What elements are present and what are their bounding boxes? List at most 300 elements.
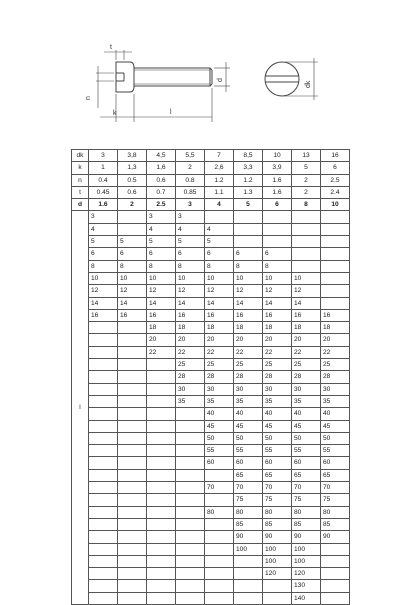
length-cell: 18 xyxy=(234,322,263,334)
length-cell xyxy=(89,322,118,334)
length-cell: 8 xyxy=(205,260,234,272)
length-cell: 28 xyxy=(263,371,292,383)
length-cell xyxy=(118,223,147,235)
length-cell: 5 xyxy=(147,236,176,248)
length-cell xyxy=(176,531,205,543)
length-cell: 5 xyxy=(205,236,234,248)
length-cell: 140 xyxy=(292,592,321,604)
length-cell: 22 xyxy=(147,346,176,358)
length-cell: 3 xyxy=(176,211,205,223)
header-cell: 0.6 xyxy=(147,174,176,186)
length-cell: 65 xyxy=(292,469,321,481)
header-cell: 7 xyxy=(205,150,234,162)
header-cell: 0.8 xyxy=(176,174,205,186)
length-cell: 85 xyxy=(234,518,263,530)
length-cell: 28 xyxy=(205,371,234,383)
length-cell xyxy=(147,543,176,555)
header-cell: 1.6 xyxy=(263,174,292,186)
header-cell: 2.4 xyxy=(321,186,350,198)
length-cell: 6 xyxy=(89,248,118,260)
table-row xyxy=(72,408,350,420)
length-cell xyxy=(292,248,321,260)
screw-shaft-outline xyxy=(134,68,210,86)
length-cell: 8 xyxy=(89,260,118,272)
length-cell: 25 xyxy=(176,359,205,371)
length-cell: 100 xyxy=(263,555,292,567)
length-cell xyxy=(118,432,147,444)
length-cell: 45 xyxy=(263,420,292,432)
length-cell xyxy=(118,580,147,592)
length-cell xyxy=(234,580,263,592)
table-row xyxy=(72,580,350,592)
length-cell: 5 xyxy=(118,236,147,248)
length-cell xyxy=(205,592,234,604)
length-cell: 10 xyxy=(292,272,321,284)
length-cell: 55 xyxy=(234,445,263,457)
header-cell: 5 xyxy=(292,162,321,174)
header-cell: 2 xyxy=(292,174,321,186)
length-cell: 12 xyxy=(176,285,205,297)
length-cell: 20 xyxy=(292,334,321,346)
length-cell xyxy=(118,420,147,432)
length-cell: 85 xyxy=(263,518,292,530)
length-cell xyxy=(89,334,118,346)
length-cell: 20 xyxy=(263,334,292,346)
length-cell: 28 xyxy=(321,371,350,383)
length-cell xyxy=(147,568,176,580)
length-cell xyxy=(234,211,263,223)
length-cell: 12 xyxy=(89,285,118,297)
header-row-d xyxy=(72,199,350,211)
length-cell: 8 xyxy=(147,260,176,272)
length-cell xyxy=(321,223,350,235)
length-cell xyxy=(176,494,205,506)
header-cell: 1.2 xyxy=(234,174,263,186)
length-cell: 40 xyxy=(205,408,234,420)
length-cell: 55 xyxy=(263,445,292,457)
length-cell xyxy=(147,383,176,395)
length-cell: 12 xyxy=(147,285,176,297)
length-cell: 75 xyxy=(321,494,350,506)
length-cell: 25 xyxy=(292,359,321,371)
length-cell: 60 xyxy=(205,457,234,469)
length-cell: 90 xyxy=(321,531,350,543)
length-cell: 55 xyxy=(205,445,234,457)
length-cell xyxy=(321,297,350,309)
header-cell: 10 xyxy=(263,150,292,162)
row-label: d xyxy=(72,199,89,211)
length-cell: 45 xyxy=(205,420,234,432)
dim-label-k: k xyxy=(113,110,117,117)
length-cell: 10 xyxy=(205,272,234,284)
length-cell: 6 xyxy=(205,248,234,260)
length-cell: 20 xyxy=(205,334,234,346)
length-cell: 10 xyxy=(176,272,205,284)
length-cell xyxy=(234,236,263,248)
length-cell xyxy=(321,580,350,592)
length-cell: 5 xyxy=(176,236,205,248)
length-cell xyxy=(147,518,176,530)
length-cell: 18 xyxy=(176,322,205,334)
header-cell: 1.1 xyxy=(205,186,234,198)
table-row xyxy=(72,383,350,395)
length-cell xyxy=(292,260,321,272)
length-cell xyxy=(89,359,118,371)
length-cell xyxy=(118,469,147,481)
length-cell: 75 xyxy=(234,494,263,506)
length-cell xyxy=(176,543,205,555)
header-cell: 2 xyxy=(292,186,321,198)
length-cell xyxy=(234,568,263,580)
length-cell: 80 xyxy=(263,506,292,518)
length-cell: 16 xyxy=(263,309,292,321)
length-cell: 20 xyxy=(234,334,263,346)
dim-label-t: t xyxy=(110,44,112,51)
length-cell xyxy=(89,395,118,407)
length-cell: 6 xyxy=(147,248,176,260)
table-row xyxy=(72,543,350,555)
header-cell: 5 xyxy=(234,199,263,211)
length-cell xyxy=(147,531,176,543)
length-cell: 8 xyxy=(263,260,292,272)
length-cell: 45 xyxy=(321,420,350,432)
table-row xyxy=(72,395,350,407)
length-cell: 20 xyxy=(321,334,350,346)
length-cell: 30 xyxy=(263,383,292,395)
length-label: l xyxy=(72,211,89,605)
length-cell: 20 xyxy=(147,334,176,346)
length-cell: 80 xyxy=(321,506,350,518)
length-cell: 22 xyxy=(234,346,263,358)
length-cell: 8 xyxy=(234,260,263,272)
length-cell: 40 xyxy=(321,408,350,420)
header-cell: 1,6 xyxy=(147,162,176,174)
length-cell: 6 xyxy=(176,248,205,260)
length-cell: 16 xyxy=(205,309,234,321)
length-cell xyxy=(147,592,176,604)
length-cell: 30 xyxy=(205,383,234,395)
length-cell: 22 xyxy=(263,346,292,358)
header-cell: 2.5 xyxy=(321,174,350,186)
length-cell: 60 xyxy=(321,457,350,469)
length-cell: 6 xyxy=(118,248,147,260)
length-cell: 3 xyxy=(89,211,118,223)
length-cell xyxy=(118,346,147,358)
length-cell xyxy=(321,272,350,284)
length-cell xyxy=(118,506,147,518)
length-cell xyxy=(205,580,234,592)
length-cell: 40 xyxy=(292,408,321,420)
header-cell: 1 xyxy=(89,162,118,174)
length-cell: 30 xyxy=(234,383,263,395)
header-cell: 1.3 xyxy=(234,186,263,198)
length-cell: 70 xyxy=(292,482,321,494)
length-cell xyxy=(176,445,205,457)
header-cell: 0.45 xyxy=(89,186,118,198)
length-cell: 22 xyxy=(292,346,321,358)
length-cell: 35 xyxy=(292,395,321,407)
length-cell xyxy=(147,494,176,506)
header-cell: 3 xyxy=(176,199,205,211)
length-cell: 120 xyxy=(263,568,292,580)
length-cell: 28 xyxy=(176,371,205,383)
length-cell xyxy=(321,543,350,555)
length-cell: 30 xyxy=(176,383,205,395)
length-cell: 14 xyxy=(205,297,234,309)
length-cell xyxy=(118,445,147,457)
length-cell: 16 xyxy=(234,309,263,321)
length-cell: 18 xyxy=(292,322,321,334)
length-cell: 80 xyxy=(292,506,321,518)
length-cell: 10 xyxy=(118,272,147,284)
length-cell: 12 xyxy=(292,285,321,297)
length-cell: 22 xyxy=(321,346,350,358)
length-cell: 14 xyxy=(263,297,292,309)
header-cell: 5,5 xyxy=(176,150,205,162)
length-cell xyxy=(292,223,321,235)
length-cell xyxy=(321,592,350,604)
length-cell xyxy=(205,518,234,530)
table-row xyxy=(72,371,350,383)
length-cell: 90 xyxy=(292,531,321,543)
table-row xyxy=(72,420,350,432)
table-row xyxy=(72,236,350,248)
length-cell xyxy=(321,248,350,260)
length-cell xyxy=(89,592,118,604)
length-cell xyxy=(89,543,118,555)
table-row xyxy=(72,297,350,309)
length-cell xyxy=(263,236,292,248)
length-cell xyxy=(147,408,176,420)
length-cell: 14 xyxy=(292,297,321,309)
length-cell: 8 xyxy=(176,260,205,272)
length-cell xyxy=(118,568,147,580)
header-row-k xyxy=(72,162,350,174)
table-row xyxy=(72,248,350,260)
table-row xyxy=(72,592,350,604)
table-row xyxy=(72,432,350,444)
table-row xyxy=(72,518,350,530)
length-cell xyxy=(205,494,234,506)
length-cell xyxy=(176,457,205,469)
length-cell xyxy=(321,211,350,223)
length-cell xyxy=(118,518,147,530)
length-cell: 18 xyxy=(147,322,176,334)
header-cell: 6 xyxy=(263,199,292,211)
row-label: dk xyxy=(72,150,89,162)
table-row xyxy=(72,309,350,321)
length-cell xyxy=(147,359,176,371)
length-cell: 16 xyxy=(147,309,176,321)
length-cell xyxy=(321,260,350,272)
length-cell xyxy=(89,506,118,518)
header-cell: 0.6 xyxy=(118,186,147,198)
length-cell: 35 xyxy=(234,395,263,407)
length-cell: 25 xyxy=(263,359,292,371)
table-row xyxy=(72,223,350,235)
table-row xyxy=(72,482,350,494)
length-cell xyxy=(89,531,118,543)
length-cell xyxy=(147,445,176,457)
length-cell xyxy=(89,555,118,567)
length-cell: 4 xyxy=(89,223,118,235)
length-cell xyxy=(89,518,118,530)
length-cell: 50 xyxy=(205,432,234,444)
length-cell: 12 xyxy=(234,285,263,297)
length-cell xyxy=(147,457,176,469)
length-cell xyxy=(89,482,118,494)
length-cell: 40 xyxy=(263,408,292,420)
length-cell: 10 xyxy=(234,272,263,284)
length-cell: 6 xyxy=(263,248,292,260)
header-cell: 8 xyxy=(292,199,321,211)
header-row-dk xyxy=(72,150,350,162)
length-cell xyxy=(321,285,350,297)
length-cell: 85 xyxy=(292,518,321,530)
length-cell: 50 xyxy=(292,432,321,444)
length-cell xyxy=(205,531,234,543)
length-cell: 25 xyxy=(234,359,263,371)
length-cell: 18 xyxy=(263,322,292,334)
length-cell: 16 xyxy=(321,309,350,321)
header-cell: 1.6 xyxy=(263,186,292,198)
length-cell: 50 xyxy=(321,432,350,444)
header-cell: 3,3 xyxy=(234,162,263,174)
length-cell: 4 xyxy=(147,223,176,235)
length-cell xyxy=(176,432,205,444)
length-cell xyxy=(263,223,292,235)
length-cell xyxy=(118,334,147,346)
dim-label-n: n xyxy=(85,96,92,100)
length-cell xyxy=(176,518,205,530)
length-cell xyxy=(118,592,147,604)
row-label: k xyxy=(72,162,89,174)
length-cell: 22 xyxy=(176,346,205,358)
length-cell: 100 xyxy=(292,543,321,555)
length-cell: 70 xyxy=(263,482,292,494)
screw-head-end-view xyxy=(265,62,299,96)
length-cell xyxy=(89,445,118,457)
length-cell xyxy=(89,469,118,481)
header-cell: 3 xyxy=(89,150,118,162)
length-cell xyxy=(321,236,350,248)
header-cell: 6 xyxy=(321,162,350,174)
length-cell xyxy=(89,568,118,580)
length-cell: 50 xyxy=(263,432,292,444)
length-cell: 65 xyxy=(234,469,263,481)
length-cell: 12 xyxy=(263,285,292,297)
length-cell: 3 xyxy=(147,211,176,223)
table-row xyxy=(72,285,350,297)
screw-head-outline xyxy=(116,62,134,92)
length-cell xyxy=(89,346,118,358)
table-row xyxy=(72,322,350,334)
length-cell xyxy=(234,592,263,604)
length-cell: 22 xyxy=(205,346,234,358)
length-cell xyxy=(263,592,292,604)
length-cell: 14 xyxy=(89,297,118,309)
length-cell: 16 xyxy=(118,309,147,321)
length-cell: 14 xyxy=(234,297,263,309)
row-label: n xyxy=(72,174,89,186)
length-cell: 65 xyxy=(263,469,292,481)
length-cell: 30 xyxy=(292,383,321,395)
length-cell xyxy=(118,383,147,395)
length-cell: 45 xyxy=(234,420,263,432)
header-cell: 3,9 xyxy=(263,162,292,174)
length-cell xyxy=(292,236,321,248)
header-cell: 0.4 xyxy=(89,174,118,186)
length-cell xyxy=(89,457,118,469)
length-cell xyxy=(205,211,234,223)
length-cell: 65 xyxy=(321,469,350,481)
header-row-n xyxy=(72,174,350,186)
dim-label-d: d xyxy=(217,78,224,82)
length-cell xyxy=(118,322,147,334)
header-cell: 4 xyxy=(205,199,234,211)
dim-label-l: l xyxy=(170,109,172,116)
length-cell: 16 xyxy=(89,309,118,321)
length-cell: 14 xyxy=(147,297,176,309)
length-cell: 55 xyxy=(321,445,350,457)
header-cell: 1.2 xyxy=(205,174,234,186)
header-cell: 13 xyxy=(292,150,321,162)
length-cell xyxy=(263,211,292,223)
length-cell xyxy=(118,371,147,383)
table-row xyxy=(72,445,350,457)
length-cell: 25 xyxy=(321,359,350,371)
length-cell xyxy=(176,420,205,432)
table-row xyxy=(72,506,350,518)
length-cell: 45 xyxy=(292,420,321,432)
length-cell: 35 xyxy=(263,395,292,407)
length-cell xyxy=(89,494,118,506)
length-cell xyxy=(176,506,205,518)
length-cell xyxy=(263,580,292,592)
length-cell xyxy=(118,211,147,223)
length-cell: 5 xyxy=(89,236,118,248)
length-cell: 80 xyxy=(234,506,263,518)
length-cell: 35 xyxy=(321,395,350,407)
header-cell: 0.5 xyxy=(118,174,147,186)
length-cell: 18 xyxy=(205,322,234,334)
header-cell: 2 xyxy=(118,199,147,211)
length-cell: 80 xyxy=(205,506,234,518)
length-cell: 16 xyxy=(292,309,321,321)
table-row xyxy=(72,531,350,543)
length-cell xyxy=(147,420,176,432)
length-cell: 30 xyxy=(321,383,350,395)
dimension-table xyxy=(71,149,350,605)
length-cell: 90 xyxy=(234,531,263,543)
length-cell: 55 xyxy=(292,445,321,457)
header-cell: 1.6 xyxy=(89,199,118,211)
header-cell: 2 xyxy=(176,162,205,174)
length-cell: 14 xyxy=(118,297,147,309)
header-cell: 3,8 xyxy=(118,150,147,162)
length-cell xyxy=(147,580,176,592)
length-cell: 4 xyxy=(176,223,205,235)
length-cell: 75 xyxy=(292,494,321,506)
length-cell: 12 xyxy=(205,285,234,297)
length-cell: 18 xyxy=(321,322,350,334)
length-cell: 10 xyxy=(147,272,176,284)
header-cell: 0.85 xyxy=(176,186,205,198)
length-cell xyxy=(205,469,234,481)
table-row xyxy=(72,211,350,223)
length-cell xyxy=(205,555,234,567)
length-cell xyxy=(147,555,176,567)
